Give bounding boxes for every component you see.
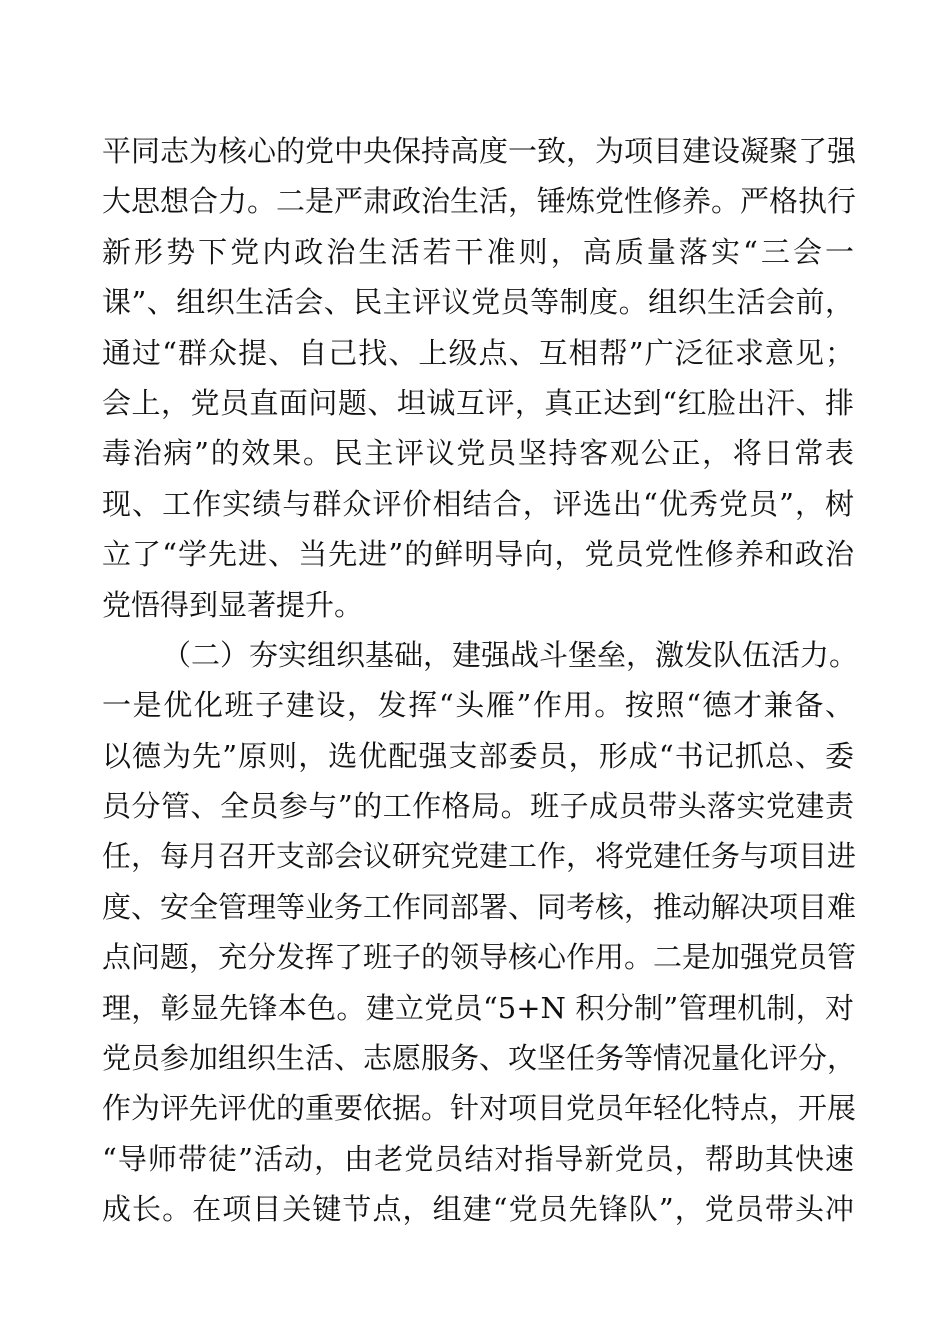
text-line: 立了“学先进、当先进”的鲜明导向，党员党性修养和政治 [102,537,854,572]
text-line: 新形势下党内政治生活若干准则，高质量落实“三会一 [102,234,854,269]
text-line: 成长。在项目关键节点，组建“党员先锋队”，党员带头冲 [102,1192,854,1227]
text-line: 一是优化班子建设，发挥“头雁”作用。按照“德才兼备、 [102,688,854,723]
text-line: 员分管、全员参与”的工作格局。班子成员带头落实党建责 [102,789,854,824]
text-line: 课”、组织生活会、民主评议党员等制度。组织生活会前， [102,285,854,320]
text-line: “导师带徒”活动，由老党员结对指导新党员，帮助其快速 [102,1141,854,1176]
text-line: 度、安全管理等业务工作同部署、同考核，推动解决项目难 [102,889,857,924]
text-line: 作为评先评优的重要依据。针对项目党员年轻化特点，开展 [102,1091,857,1126]
text-line: 党悟得到显著提升。 [102,587,364,622]
text-line: 点问题，充分发挥了班子的领导核心作用。二是加强党员管 [102,940,857,975]
text-line: 平同志为核心的党中央保持高度一致，为项目建设凝聚了强 [102,134,857,168]
text-line: 通过“群众提、自己找、上级点、互相帮”广泛征求意见； [102,335,854,370]
text-line: 会上，党员直面问题、坦诚互评，真正达到“红脸出汗、排 [102,385,854,420]
body-text [102,126,859,1235]
text-line: 现、工作实绩与群众评价相结合，评选出“优秀党员”，树 [102,486,854,521]
text-line: 理，彰显先锋本色。建立党员“5+N 积分制”管理机制，对 [102,990,854,1025]
section-heading-line: （二）夯实组织基础，建强战斗堡垒，激发队伍活力。 [162,637,859,672]
text-line: 毒治病”的效果。民主评议党员坚持客观公正，将日常表 [102,436,854,471]
text-line: 大思想合力。二是严肃政治生活，锤炼党性修养。严格执行 [102,184,857,219]
text-line: 以德为先”原则，选优配强支部委员，形成“书记抓总、委 [102,738,854,773]
text-line: 任，每月召开支部会议研究党建工作，将党建任务与项目进 [102,839,857,874]
text-line: 党员参加组织生活、志愿服务、攻坚任务等情况量化评分， [102,1041,857,1076]
